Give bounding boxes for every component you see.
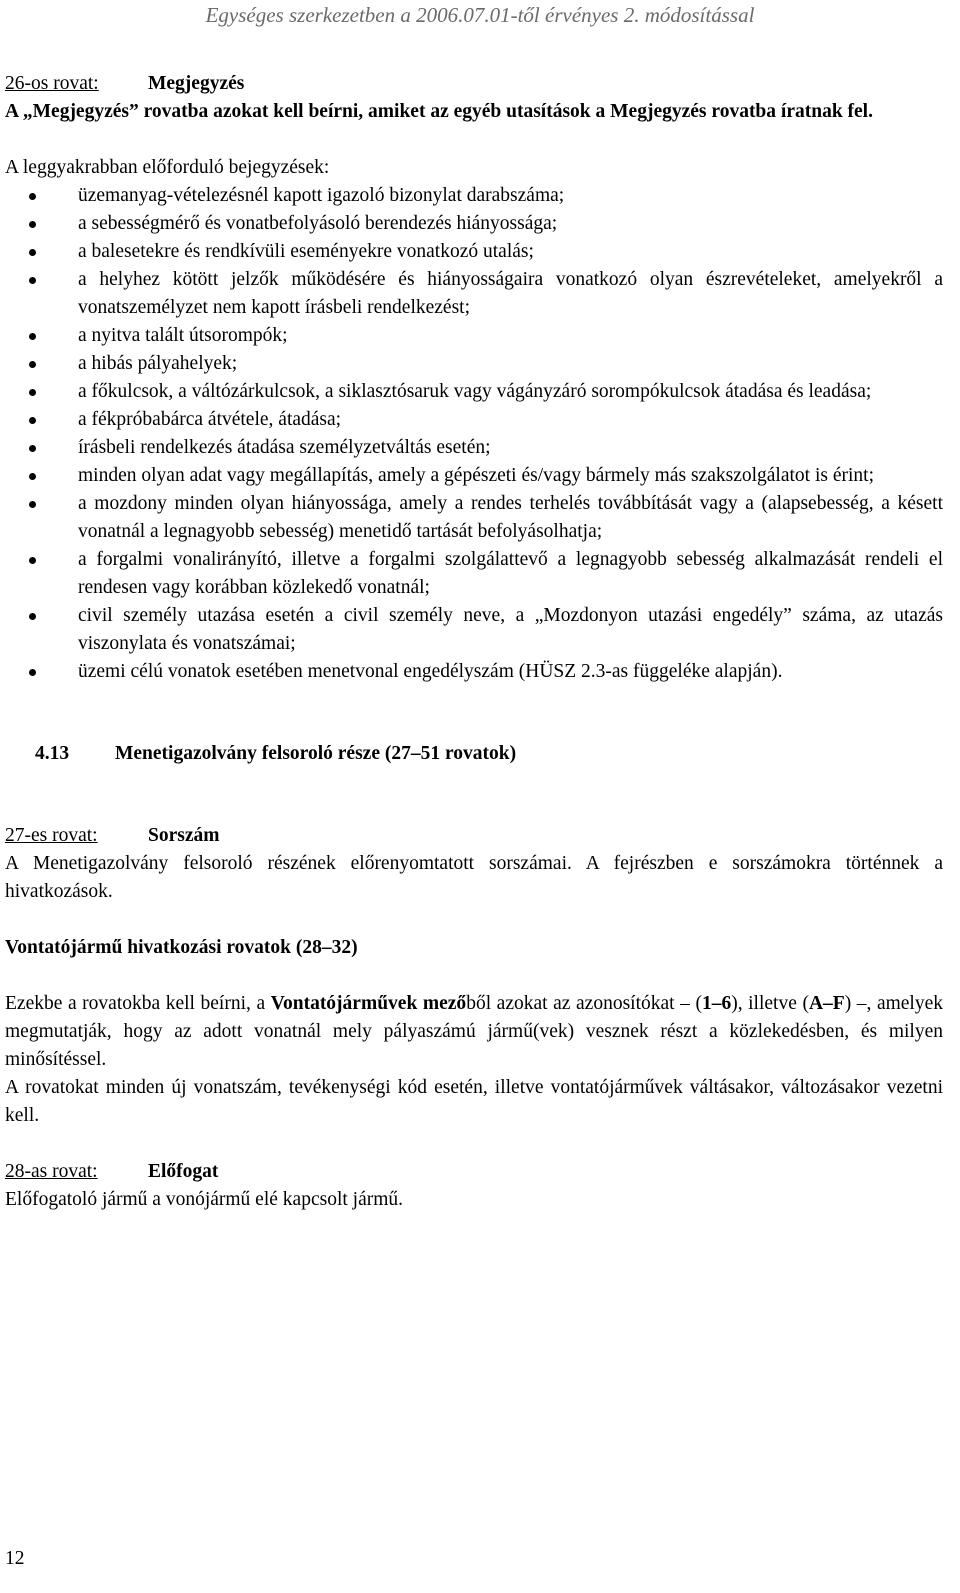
document-body bbox=[5, 70, 943, 1214]
list-item: üzemanyag-vételezésnél kapott igazoló bizonylat darabszáma; bbox=[5, 182, 943, 210]
bullet-icon bbox=[29, 221, 36, 228]
list-item: a helyhez kötött jelzők működésére és hiányosságaira vonatkozó olyan észrevételeket, amelyekről a vonatszemélyzet nem kapott írásbeli rendelkezést; bbox=[5, 266, 943, 322]
list-item: a sebességmérő és vonatbefolyásoló berendezés hiányossága; bbox=[5, 210, 943, 238]
list-item: a mozdony minden olyan hiányossága, amely a rendes terhelés továbbítását vagy a (alapsebesség, a késett vonatnál a legnagyobb sebesség) menetidő tartását befolyásolhatja; bbox=[5, 490, 943, 546]
vontato-paragraph-1: Ezekbe a rovatokba kell beírni, a Vontatójárművek mezőből azokat az azonosítókat – (1–6), illetve (A–F) –, amelyek megmutatják, hogy az adott vonatnál mely pályaszámú jármű(vek) vesznek részt a közlekedésben, és milyen minősítéssel. bbox=[5, 993, 943, 1070]
list-item: a főkulcsok, a váltózárkulcsok, a siklasztósaruk vagy vágányzáró sorompókulcsok átadása és leadása; bbox=[5, 378, 943, 406]
rovat-27-body: A Menetigazolvány felsoroló részének előrenyomtatott sorszámai. A fejrészben e sorszámokra történnek a hivatkozások. bbox=[5, 853, 943, 902]
bullet-icon bbox=[29, 473, 36, 480]
rovat-27-title: Sorszám bbox=[148, 825, 220, 846]
rovat-26-label: 26-os rovat: bbox=[5, 73, 99, 94]
bullet-icon bbox=[29, 193, 36, 200]
rovat-27-label: 27-es rovat: bbox=[5, 825, 98, 846]
bullet-icon bbox=[29, 277, 36, 284]
list-item: írásbeli rendelkezés átadása személyzetváltás esetén; bbox=[5, 434, 943, 462]
section-number: 4.13 bbox=[35, 743, 70, 764]
running-header: Egységes szerkezetben a 2006.07.01-től érvényes 2. módosítással bbox=[205, 3, 755, 27]
bullet-icon bbox=[29, 249, 36, 256]
rovat-26-title: Megjegyzés bbox=[148, 73, 245, 94]
list-item: minden olyan adat vagy megállapítás, amely a gépészeti és/vagy bármely más szakszolgálatot is érint; bbox=[5, 462, 943, 490]
rovat-28-body: Előfogatoló jármű a vonójármű elé kapcsolt jármű. bbox=[5, 1189, 404, 1210]
section-title: Menetigazolvány felsoroló része (27–51 rovatok) bbox=[115, 743, 517, 764]
list-item: a fékpróbabárca átvétele, átadása; bbox=[5, 406, 943, 434]
rovat-26-heading bbox=[5, 70, 943, 98]
bullet-icon bbox=[29, 389, 36, 396]
bullet-icon bbox=[29, 361, 36, 368]
entries-list bbox=[5, 182, 943, 686]
list-item: civil személy utazása esetén a civil személy neve, a „Mozdonyon utazási engedély” száma, az utazás viszonylata és vonatszámai; bbox=[5, 602, 943, 658]
rovat-26-body: A „Megjegyzés” rovatba azokat kell beírni, amiket az egyéb utasítások a Megjegyzés rovatba íratnak fel. bbox=[5, 101, 873, 122]
list-item: a forgalmi vonalirányító, illetve a forgalmi szolgálattevő a legnagyobb sebesség alkalmazását rendeli el rendesen vagy korábban közlekedő vonatnál; bbox=[5, 546, 943, 602]
section-heading bbox=[5, 740, 943, 768]
rovat-28-heading bbox=[5, 1158, 943, 1186]
bullet-icon bbox=[29, 557, 36, 564]
bullet-icon bbox=[29, 445, 36, 452]
entries-intro: A leggyakrabban előforduló bejegyzések: bbox=[5, 157, 330, 178]
bullet-icon bbox=[29, 669, 36, 676]
vontato-paragraph-2: A rovatokat minden új vonatszám, tevékenységi kód esetén, illetve vontatójárművek váltásakor, változásakor vezetni kell. bbox=[5, 1077, 943, 1126]
bullet-icon bbox=[29, 501, 36, 508]
page-number: 12 bbox=[5, 1548, 25, 1569]
list-item: a balesetekre és rendkívüli eseményekre vonatkozó utalás; bbox=[5, 238, 943, 266]
list-item: a hibás pályahelyek; bbox=[5, 350, 943, 378]
rovat-28-title: Előfogat bbox=[148, 1161, 219, 1182]
vontato-heading: Vontatójármű hivatkozási rovatok (28–32) bbox=[5, 937, 358, 958]
bullet-icon bbox=[29, 613, 36, 620]
bullet-icon bbox=[29, 417, 36, 424]
list-item: üzemi célú vonatok esetében menetvonal engedélyszám (HÜSZ 2.3-as függeléke alapján). bbox=[5, 658, 943, 686]
rovat-27-heading bbox=[5, 822, 943, 850]
rovat-28-label: 28-as rovat: bbox=[5, 1161, 98, 1182]
list-item: a nyitva talált útsorompók; bbox=[5, 322, 943, 350]
bullet-icon bbox=[29, 333, 36, 340]
